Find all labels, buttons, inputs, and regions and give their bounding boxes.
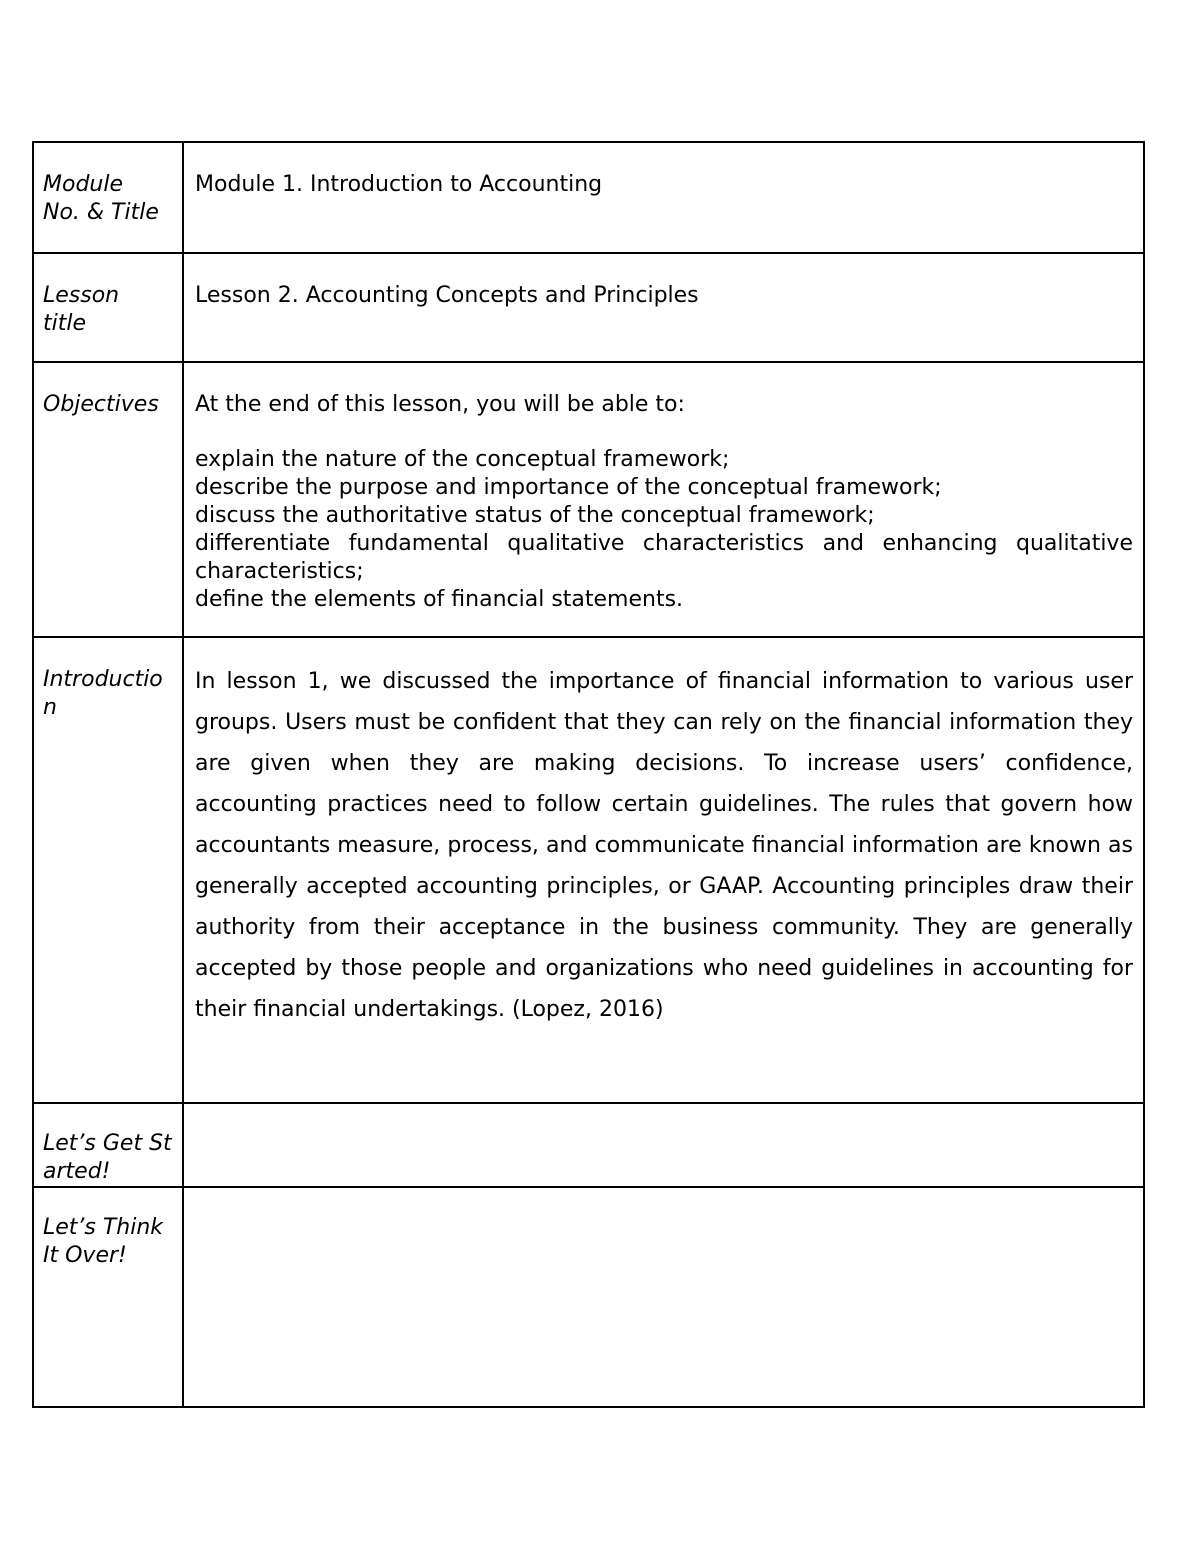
lesson-outline-table bbox=[32, 141, 1145, 1408]
objectives-label-cell bbox=[33, 362, 183, 637]
introduction-row bbox=[33, 637, 1144, 1103]
lesson-value-cell bbox=[183, 253, 1144, 362]
objective-item: explain the nature of the conceptual framework; bbox=[195, 447, 730, 472]
lets-get-started-label-cell bbox=[33, 1103, 183, 1187]
objectives-list bbox=[195, 446, 1133, 614]
lesson-label: Lesson title bbox=[43, 283, 120, 336]
objective-item: describe the purpose and importance of the conceptual framework; bbox=[195, 475, 942, 500]
lets-think-it-over-value-cell bbox=[183, 1187, 1144, 1407]
introduction-label: Introduction bbox=[43, 667, 163, 720]
objectives-label: Objectives bbox=[43, 392, 159, 417]
lesson-label-cell bbox=[33, 253, 183, 362]
introduction-label-cell bbox=[33, 637, 183, 1103]
objectives-row bbox=[33, 362, 1144, 637]
lets-get-started-content bbox=[184, 1104, 1143, 1132]
lets-get-started-label: Let’s Get Started! bbox=[43, 1131, 172, 1184]
module-title: Module 1. Introduction to Accounting bbox=[195, 172, 603, 197]
objective-item: differentiate fundamental qualitative characteristics and enhancing qualitative characteristics; bbox=[195, 531, 1133, 584]
objectives-value-cell bbox=[183, 362, 1144, 637]
objective-item: define the elements of financial statements. bbox=[195, 587, 684, 612]
lets-think-it-over-label-cell bbox=[33, 1187, 183, 1407]
objectives-intro: At the end of this lesson, you will be able to: bbox=[195, 392, 685, 417]
lets-get-started-row bbox=[33, 1103, 1144, 1187]
module-value-cell bbox=[183, 142, 1144, 253]
introduction-text: In lesson 1, we discussed the importance of financial information to various user groups. Users must be confident that they can rely on the financial information they are given when they are making decisions. To increase users’ confidence, accounting practices need to follow certain guidelines. The rules that govern how accountants measure, process, and communicate financial information are known as generally accepted accounting principles, or GAAP. Accounting principles draw their authority from their acceptance in the business community. They are generally accepted by those people and organizations who need guidelines in accounting for their financial undertakings. (Lopez, 2016) bbox=[195, 669, 1133, 1022]
objectives-content bbox=[184, 363, 1143, 614]
lesson-row bbox=[33, 253, 1144, 362]
introduction-value-cell bbox=[183, 637, 1144, 1103]
objective-item: discuss the authoritative status of the conceptual framework; bbox=[195, 503, 875, 528]
module-label-cell bbox=[33, 142, 183, 253]
lesson-title: Lesson 2. Accounting Concepts and Principles bbox=[195, 283, 699, 308]
lets-think-it-over-label: Let’s Think It Over! bbox=[43, 1215, 164, 1268]
lets-think-it-over-content bbox=[184, 1188, 1143, 1216]
lets-think-it-over-row bbox=[33, 1187, 1144, 1407]
lets-get-started-value-cell bbox=[183, 1103, 1144, 1187]
module-row bbox=[33, 142, 1144, 253]
module-label: Module No. & Title bbox=[43, 172, 159, 225]
